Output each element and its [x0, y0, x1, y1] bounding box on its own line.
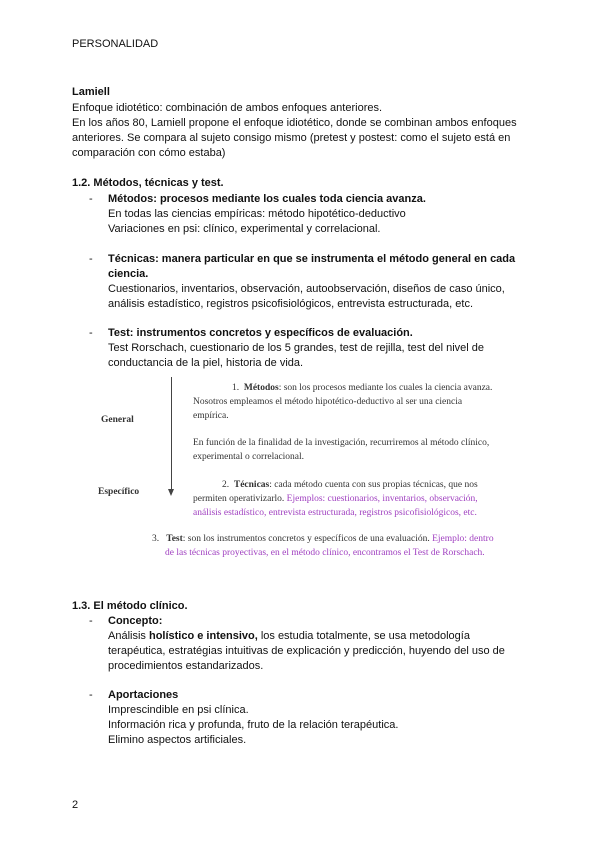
test-line: Test Rorschach, cuestionario de los 5 grandes, test de rejilla, test del nivel de	[108, 342, 485, 354]
tecnicas-title-cont: ciencia.	[108, 268, 149, 280]
item-term: Técnicas	[233, 480, 270, 490]
aportaciones-line: Imprescindible en psi clínica.	[108, 704, 249, 716]
concepto-emphasis: holístico e intensivo,	[148, 630, 258, 642]
concepto-line: terapéutica, estratégias intuitivas de explicación y predicción, huyendo del uso de	[108, 645, 505, 657]
figure-item-3	[152, 532, 494, 546]
figure-label-general: General	[101, 415, 134, 425]
aportaciones-title: Aportaciones	[108, 689, 179, 701]
figure-line	[193, 492, 478, 506]
running-header: PERSONALIDAD	[72, 38, 159, 50]
concepto-text: los estudia totalmente, se usa metodología	[257, 630, 470, 642]
item-term: Métodos	[243, 383, 279, 393]
test-title: Test: instrumentos concretos y específicos de evaluación.	[108, 327, 413, 339]
item-text: : son los instrumentos concretos y específicos de una evaluación.	[182, 534, 433, 544]
item-text: : son los procesos mediante los cuales la ciencia avanza.	[278, 383, 493, 393]
bullet-dash: -	[89, 253, 93, 265]
test-line: conductancia de la piel, historia de vida.	[108, 357, 304, 369]
lamiell-line: anteriores. Se compara al sujeto consigo mismo (pretest y postest: como el sujeto está en	[72, 132, 511, 144]
concepto-line: procedimientos estandarizados.	[108, 660, 264, 672]
bullet-dash: -	[89, 689, 93, 701]
tecnicas-title: Técnicas: manera particular en que se instrumenta el método general en cada	[108, 253, 516, 265]
aportaciones-line: Elimino aspectos artificiales.	[108, 734, 247, 746]
tecnicas-line: Cuestionarios, inventarios, observación, autoobservación, diseños de caso único,	[108, 283, 505, 295]
metodos-line: En todas las ciencias empíricas: método hipotético-deductivo	[108, 208, 406, 220]
section-heading: 1.2. Métodos, técnicas y test.	[72, 177, 224, 189]
tecnicas-line: análisis estadístico, registros psicofisiológicos, entrevista estructurada, etc.	[108, 298, 473, 310]
aportaciones-line: Información rica y profunda, fruto de la relación terapéutica.	[108, 719, 399, 731]
section-heading: 1.3. El método clínico.	[72, 600, 188, 612]
item-number: 1.	[232, 383, 240, 393]
lamiell-heading: Lamiell	[72, 86, 110, 98]
bullet-dash: -	[89, 327, 93, 339]
figure-line: En función de la finalidad de la investigación, recurriremos al método clínico,	[193, 438, 490, 448]
figure-line: experimental o correlacional.	[193, 452, 305, 462]
metodos-line: Variaciones en psi: clínico, experimental y correlacional.	[108, 223, 381, 235]
item-term: Test	[166, 534, 183, 544]
lamiell-line: comparación con cómo estaba)	[72, 147, 226, 159]
lamiell-line: Enfoque idiotético: combinación de ambos enfoques anteriores.	[72, 102, 383, 114]
item-number: 3.	[152, 534, 160, 544]
metodos-title: Métodos: procesos mediante los cuales toda ciencia avanza.	[108, 193, 426, 205]
vertical-arrow-line	[171, 377, 172, 494]
bullet-dash: -	[89, 615, 93, 627]
figure-label-especifico: Específico	[98, 487, 140, 497]
figure-item-2	[222, 478, 478, 492]
item-text: permiten operativizarlo.	[193, 494, 287, 504]
figure-line: empírica.	[193, 411, 229, 421]
concepto-text: Análisis	[108, 630, 149, 642]
bullet-dash: -	[89, 193, 93, 205]
example-text: Ejemplos: cuestionarios, inventarios, observación,	[286, 494, 478, 504]
page-number: 2	[72, 799, 79, 811]
example-line: de las técnicas proyectivas, en el método clínico, encontramos el Test de Rorschach.	[165, 548, 485, 558]
lamiell-line: En los años 80, Lamiell propone el enfoque idiotético, donde se combinan ambos enfoques	[72, 117, 517, 129]
arrow-down-icon	[168, 489, 174, 496]
concepto-title: Concepto:	[108, 615, 163, 627]
item-number: 2.	[222, 480, 230, 490]
concepto-line	[108, 629, 470, 644]
figure-line: Nosotros empleamos el método hipotético-deductivo al ser una ciencia	[193, 397, 463, 407]
example-text: Ejemplo: dentro	[432, 534, 494, 544]
example-line: análisis estadístico, entrevista estructurada, registros psicofisiológicos, etc.	[193, 508, 477, 518]
figure-item-1	[232, 381, 492, 395]
item-text: : cada método cuenta con sus propias técnicas, que nos	[269, 480, 478, 490]
